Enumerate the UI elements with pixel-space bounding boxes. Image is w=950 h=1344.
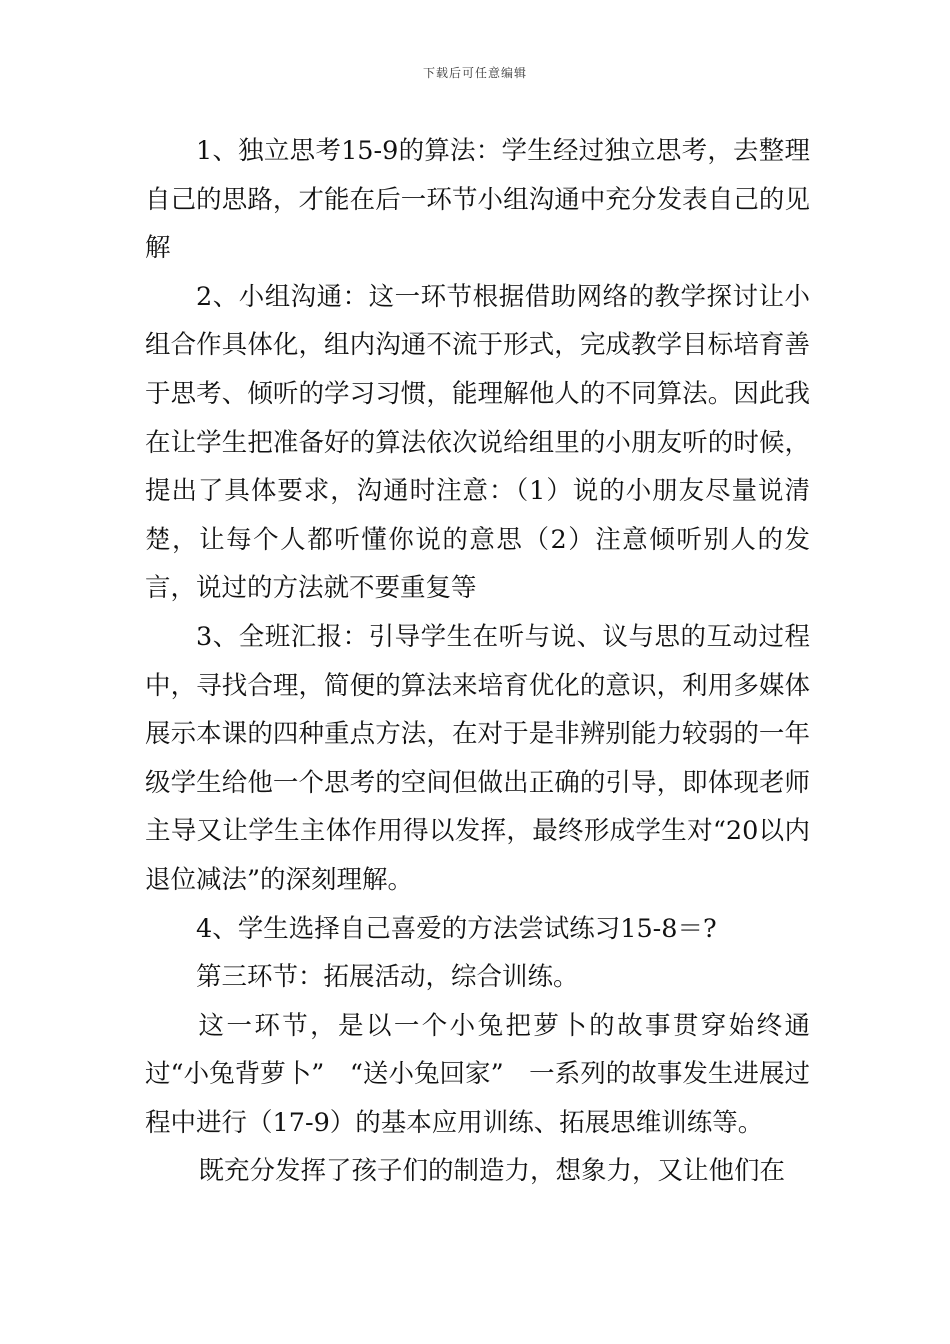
paragraph-step-2: 2、小组沟通：这一环节根据借助网络的教学探讨让小组合作具体化，组内沟通不流于形式，完成教学目标培育善于思考、倾听的学习习惯，能理解他人的不同算法。因此我在让学生把准备好的算法依次说给组里的小朋友听的时候，提出了具体要求，沟通时注意：（1）说的小朋友尽量说清楚，让每个人都听懂你说的意思（2）注意倾听别人的发言，说过的方法就不要重复等 — [145, 281, 810, 604]
section-heading-third-stage: 第三环节：拓展活动，综合训练。 — [196, 962, 579, 993]
page-header: 下载后可任意编辑 — [422, 66, 527, 80]
document-body — [145, 127, 810, 1196]
paragraph-third-stage-description: 这一环节，是以一个小兔把萝卜的故事贯穿始终通过“小兔背萝卜” “送小兔回家” 一系列的故事发生进展过程中进行（17-9）的基本应用训练、拓展思维训练等。 — [145, 1010, 810, 1138]
paragraph-step-1: 1、独立思考15-9的算法：学生经过独立思考，去整理自己的思路，才能在后一环节小组沟通中充分发表自己的见解 — [145, 136, 810, 264]
paragraph-step-4: 4、学生选择自己喜爱的方法尝试练习15-8＝? — [196, 913, 717, 944]
paragraph-step-3: 3、全班汇报：引导学生在听与说、议与思的互动过程中，寻找合理，简便的算法来培育优化的意识，利用多媒体展示本课的四种重点方法，在对于是非辨别能力较弱的一年级学生给他一个思考的空间但做出正确的引导，即体现老师主导又让学生主体作用得以发挥，最终形成学生对“20以内退位减法”的深刻理解。 — [145, 621, 810, 895]
paragraph-continuation: 既充分发挥了孩子们的制造力，想象力，又让他们在 — [198, 1156, 786, 1187]
